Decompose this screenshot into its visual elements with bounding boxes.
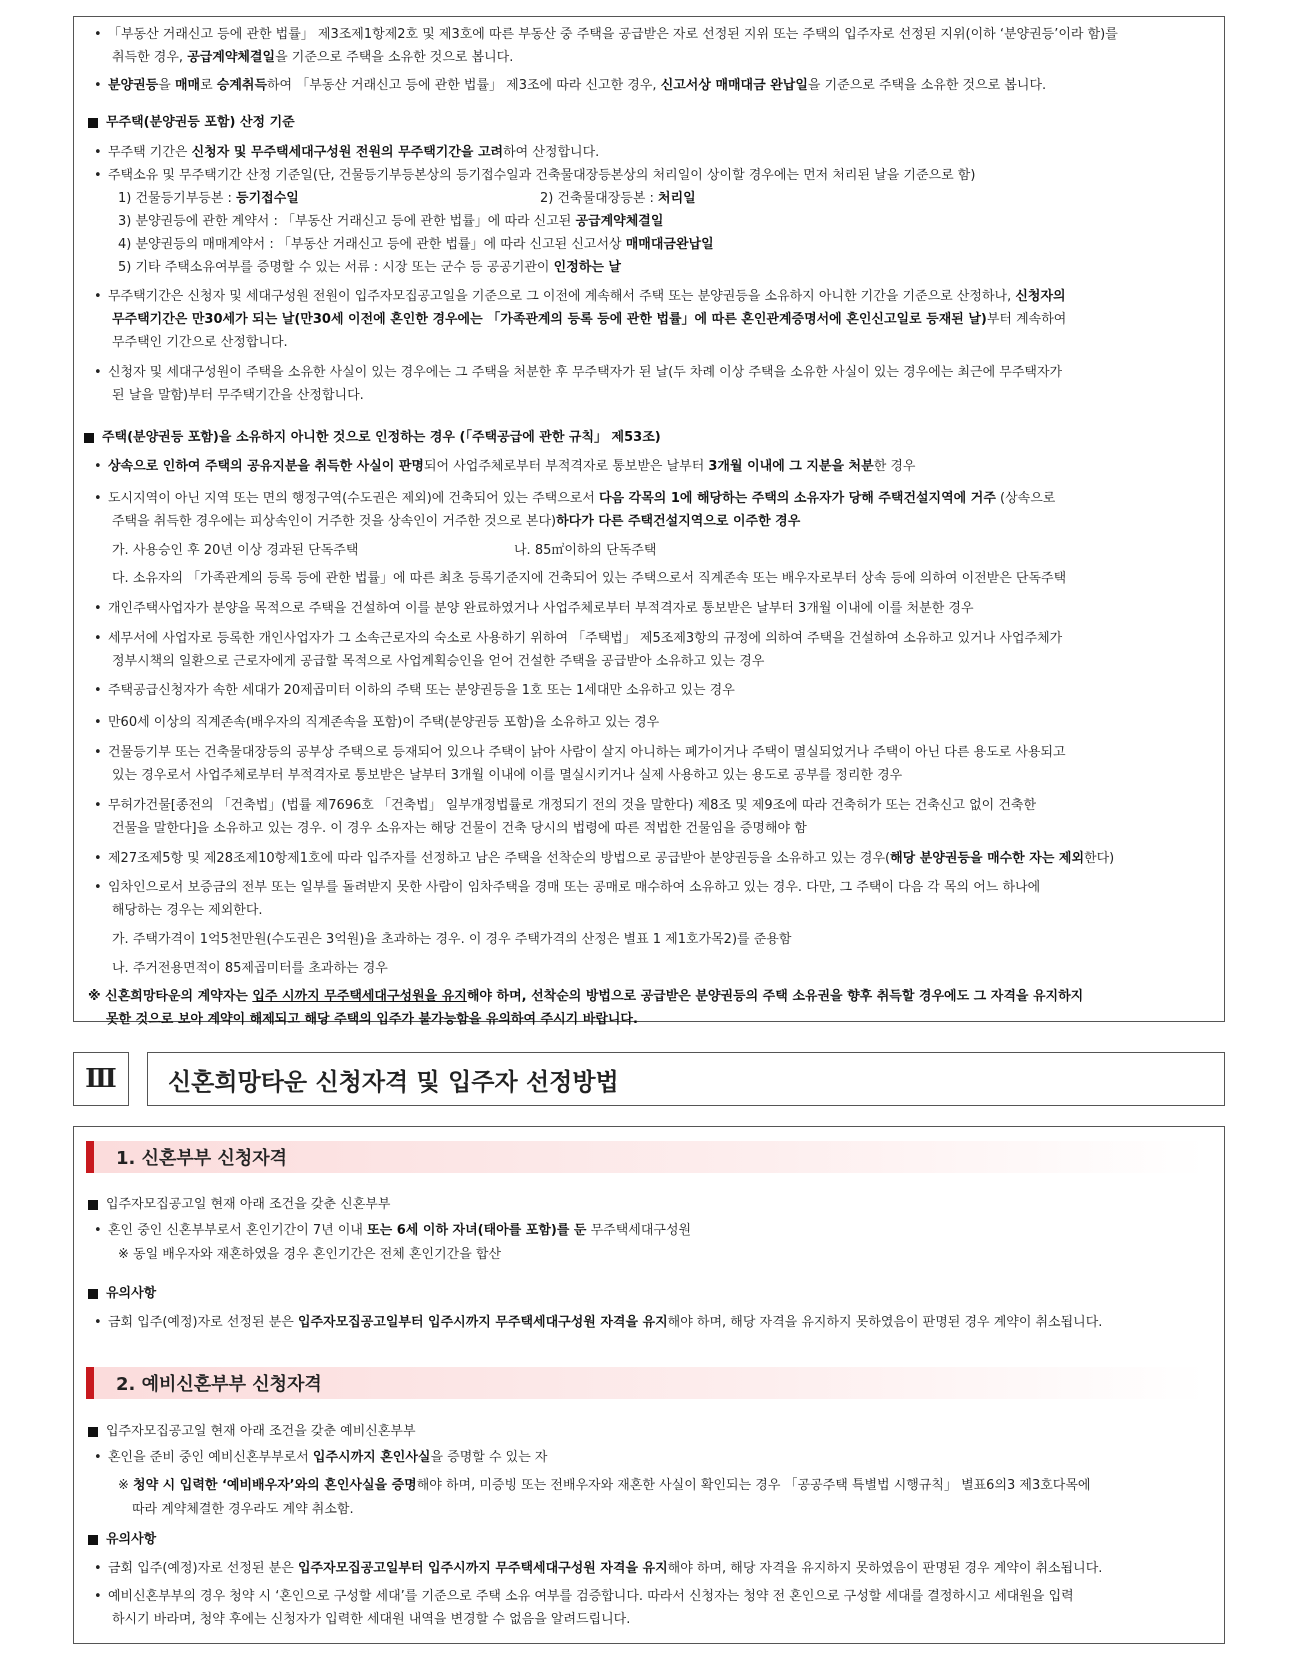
text-run: ※ 동일 배우자와 재혼하였을 경우 혼인기간은 전체 혼인기간을 합산 xyxy=(118,1247,502,1262)
square-bullet-icon xyxy=(88,1427,98,1437)
text-run: 무주택인 기간으로 산정합니다. xyxy=(112,335,288,350)
bullet-icon: • xyxy=(94,631,102,646)
bullet-icon: • xyxy=(94,145,102,160)
line-text xyxy=(112,386,364,406)
bold-text: 공급계약체결일 xyxy=(575,214,664,229)
line-text xyxy=(108,287,1066,307)
bullet-icon: • xyxy=(94,1589,102,1604)
line-text xyxy=(108,796,1036,816)
text-run: 정부시책의 일환으로 근로자에게 공급할 목적으로 사업계획승인을 얻어 건설한 주택을 공급받아 소유하고 있는 경우 xyxy=(112,654,765,669)
bullet-icon: • xyxy=(94,1561,102,1576)
bullet-icon: • xyxy=(94,1450,102,1465)
text-run: 개인주택사업자가 분양을 목적으로 주택을 건설하여 이를 분양 완료하였거나 사업주체로부터 부적격자로 통보받은 날부터 3개월 이내에 이를 처분한 경우 xyxy=(108,601,974,616)
text-run: 3) 분양권등에 관한 계약서 : 「부동산 거래신고 등에 관한 법률」에 따라 신고된 xyxy=(118,214,576,229)
bold-text: 3개월 이내에 그 지분을 처분 xyxy=(708,459,874,474)
bold-text: 입주자모집공고일부터 입주시까지 무주택세대구성원 자격을 유지 xyxy=(297,1561,668,1576)
bold-text: 주택(분양권등 포함)을 소유하지 아니한 것으로 인정하는 경우 (「주택공급에 관한 규칙」 제53조) xyxy=(102,430,661,445)
line-text xyxy=(108,681,735,701)
bold-text: 또는 6세 이하 자녀(태아를 포함)를 둔 xyxy=(367,1223,587,1238)
text-run: 따라 계약체결한 경우라도 계약 취소함. xyxy=(132,1502,354,1517)
bold-text: 입주자모집공고일부터 입주시까지 무주택세대구성원 자격을 유지 xyxy=(297,1315,668,1330)
line-text xyxy=(108,1559,1102,1579)
ownership-criteria-box xyxy=(73,16,1225,1027)
line-text xyxy=(108,166,975,186)
bold-text: 하다가 다른 주택건설지역으로 이주한 경우 xyxy=(556,514,801,529)
bullet-icon: • xyxy=(94,78,102,93)
bold-text: 입주시까지 혼인사실 xyxy=(312,1450,431,1465)
line-text xyxy=(118,258,621,278)
line-text xyxy=(108,849,1114,869)
bullet-icon: • xyxy=(94,289,102,304)
line-text xyxy=(118,235,714,255)
line-text xyxy=(88,987,1083,1007)
text-run: 있는 경우로서 사업주체로부터 부적격자로 통보받은 날부터 3개월 이내에 이를 멸실시키거나 실제 사용하고 있는 용도로 공부를 정리한 경우 xyxy=(112,768,903,783)
eligibility-box xyxy=(73,1126,1225,1644)
line-text xyxy=(112,1610,630,1630)
text-run: (상속으로 xyxy=(995,491,1056,506)
line-text xyxy=(108,743,1066,763)
text-run: 5) 기타 주택소유여부를 증명할 수 있는 서류 : 시장 또는 군수 등 공공기관이 xyxy=(118,260,554,275)
text-run: 해야 하며, 해당 자격을 유지하지 못하였음이 판명된 경우 계약이 취소됩니다. xyxy=(667,1561,1103,1576)
text-run: 금회 입주(예정)자로 선정된 분은 xyxy=(108,1561,298,1576)
line-text xyxy=(108,1313,1102,1333)
bullet-icon: • xyxy=(94,601,102,616)
line-text xyxy=(108,489,1055,509)
line-text xyxy=(108,1448,547,1468)
line-text xyxy=(118,1245,501,1265)
text-run: 혼인 중인 신혼부부로서 혼인기간이 7년 이내 xyxy=(108,1223,368,1238)
text-run: 된 날을 말함)부터 무주택기간을 산정합니다. xyxy=(112,388,364,403)
line-text xyxy=(108,629,1062,649)
text-run: 도시지역이 아닌 지역 또는 면의 행정구역(수도권은 제외)에 건축되어 있는 주택으로서 xyxy=(108,491,599,506)
bold-text: 신청자 및 무주택세대구성원 전원의 무주택기간을 고려 xyxy=(191,145,504,160)
line-text xyxy=(112,310,1066,330)
bullet-icon: • xyxy=(94,798,102,813)
line-text xyxy=(112,333,288,353)
line-text xyxy=(132,1500,354,1520)
bold-text: 무주택기간은 만30세가 되는 날(만30세 이전에 혼인한 경우에는 「가족관계의 등록 등에 관한 법률」에 따른 혼인관계증명서에 혼인신고일로 등재된 날) xyxy=(112,312,987,327)
line-text xyxy=(106,1195,390,1215)
text-run: 나. 주거전용면적이 85제곱미터를 초과하는 경우 xyxy=(112,961,388,976)
line-text xyxy=(102,428,661,448)
bold-text: 처리일 xyxy=(658,191,696,206)
bullet-icon: • xyxy=(94,1315,102,1330)
text-run: 다. 소유자의 「가족관계의 등록 등에 관한 법률」에 따른 최초 등록기준지에 건축되어 있는 주택으로서 직계존속 또는 배우자로부터 상속 등에 의하여 이전받은 단독주택 xyxy=(112,571,1067,586)
line-text xyxy=(112,541,358,561)
bold-text: 인정하는 날 xyxy=(553,260,621,275)
text-run: 로 xyxy=(200,78,217,93)
bold-text: 신청자의 xyxy=(1015,289,1066,304)
square-bullet-icon xyxy=(88,1200,98,1210)
line-text xyxy=(118,189,299,209)
line-text xyxy=(112,512,800,532)
text-run: 혼인을 준비 중인 예비신혼부부로서 xyxy=(108,1450,313,1465)
bullet-icon: • xyxy=(94,365,102,380)
text-run: 제27조제5항 및 제28조제10항제1호에 따라 입주자를 선정하고 남은 주택을 선착순의 방법으로 공급받아 분양권등을 소유하고 있는 경우( xyxy=(108,851,891,866)
text-run: 을 증명할 수 있는 자 xyxy=(430,1450,548,1465)
text-run: 건물등기부 또는 건축물대장등의 공부상 주택으로 등재되어 있으나 주택이 낡아 사람이 살지 아니하는 폐가이거나 주택이 멸실되었거나 주택이 아닌 다른 용도로 사용되고 xyxy=(108,745,1066,760)
bullet-icon: • xyxy=(94,851,102,866)
line-text xyxy=(108,76,1046,96)
line-text xyxy=(118,1476,1090,1496)
bold-text: 공급계약체결일 xyxy=(187,50,276,65)
text-run: 가. 사용승인 후 20년 이상 경과된 단독주택 xyxy=(112,543,359,558)
bullet-icon: • xyxy=(94,745,102,760)
line-text xyxy=(106,1284,156,1304)
text-run: 주택을 취득한 경우에는 피상속인이 거주한 것을 상속인이 거주한 것으로 본다) xyxy=(112,514,557,529)
text-run: 1) 건물등기부등본 : xyxy=(118,191,237,206)
text-run: 해야 하며, 해당 자격을 유지하지 못하였음이 판명된 경우 계약이 취소됩니다. xyxy=(667,1315,1103,1330)
bold-text: 청약 시 입력한 ‘예비배우자’와의 혼인사실을 증명 xyxy=(133,1478,417,1493)
bold-text: 유의사항 xyxy=(106,1532,157,1547)
text-run: 한다) xyxy=(1084,851,1115,866)
line-text xyxy=(112,930,791,950)
bullet-icon: • xyxy=(94,168,102,183)
section-title: 신혼희망타운 신청자격 및 입주자 선정방법 xyxy=(147,1052,1225,1106)
bold-text: 해당 분양권등을 매수한 자는 제외 xyxy=(890,851,1085,866)
bold-text: 승계취득 xyxy=(216,78,267,93)
bold-text: 다음 각목의 1에 해당하는 주택의 소유자가 당해 주택건설지역에 거주 xyxy=(599,491,996,506)
square-bullet-icon xyxy=(88,1289,98,1299)
line-text xyxy=(106,1530,156,1550)
bullet-icon: • xyxy=(94,880,102,895)
square-bullet-icon xyxy=(88,118,98,128)
line-text xyxy=(108,363,1062,383)
line-text xyxy=(108,599,974,619)
line-text xyxy=(106,1010,638,1030)
text-run: 무주택 기간은 xyxy=(108,145,192,160)
line-text xyxy=(112,959,388,979)
bold-text: 등기접수일 xyxy=(236,191,299,206)
bold-text: 입주 시까지 무주택세대구성원을 유지 xyxy=(252,989,467,1004)
bold-text: 분양권등 xyxy=(108,78,159,93)
line-text xyxy=(112,569,1066,589)
line-text xyxy=(112,652,764,672)
bold-text: 매매대금완납일 xyxy=(625,237,714,252)
text-run: 무주택기간은 신청자 및 세대구성원 전원이 입주자모집공고일을 기준으로 그 이전에 계속해서 주택 또는 분양권등을 소유하지 아니한 기간을 기준으로 산정하나, xyxy=(108,289,1016,304)
bold-text: 매매 xyxy=(174,78,201,93)
bullet-icon: • xyxy=(94,27,102,42)
line-text xyxy=(112,766,902,786)
text-run: 취득한 경우, xyxy=(112,50,188,65)
text-run: 하여 「부동산 거래신고 등에 관한 법률」 제3조에 따라 신고한 경우, xyxy=(267,78,661,93)
text-run: 주택공급신청자가 속한 세대가 20제곱미터 이하의 주택 또는 분양권등을 1호 또는 1세대만 소유하고 있는 경우 xyxy=(108,683,735,698)
line-text xyxy=(540,189,696,209)
bold-text: 못한 것으로 보아 계약이 해제되고 해당 주택의 입주가 불가능함을 유의하여 주시기 바랍니다. xyxy=(106,1012,638,1027)
text-run: 해야 하며, 미증빙 또는 전배우자와 재혼한 사실이 확인되는 경우 「공공주택 특별법 시행규칙」 별표6의3 제3호다목에 xyxy=(416,1478,1091,1493)
line-text xyxy=(112,48,513,68)
text-run: 부터 계속하여 xyxy=(986,312,1067,327)
subheading-newlyweds: 1. 신혼부부 신청자격 xyxy=(86,1141,1206,1173)
text-run: 나. 85㎡이하의 단독주택 xyxy=(514,543,657,558)
line-text xyxy=(108,1221,691,1241)
line-text xyxy=(112,819,807,839)
line-text xyxy=(514,541,656,561)
text-run: 입주자모집공고일 현재 아래 조건을 갖춘 예비신혼부부 xyxy=(106,1424,416,1439)
text-run: 하시기 바라며, 청약 후에는 신청자가 입력한 세대원 내역을 변경할 수 없음을 알려드립니다. xyxy=(112,1612,631,1627)
text-run: 을 xyxy=(158,78,175,93)
bullet-icon: • xyxy=(94,459,102,474)
text-run: 세무서에 사업자로 등록한 개인사업자가 그 소속근로자의 숙소로 사용하기 위하여 「주택법」 제5조제3항의 규정에 의하여 주택을 건설하여 소유하고 있거나 사업주체가 xyxy=(108,631,1063,646)
text-run: 무허가건물[종전의 「건축법」(법률 제7696호 「건축법」 일부개정법률로 개정되기 전의 것을 말한다) 제8조 및 제9조에 따라 건축허가 또는 건축신고 없이 건축한 xyxy=(108,798,1037,813)
line-text xyxy=(118,212,663,232)
text-run: 신청자 및 세대구성원이 주택을 소유한 사실이 있는 경우에는 그 주택을 처분한 후 무주택자가 된 날(두 차례 이상 주택을 소유한 사실이 있는 경우에는 최근에 무주택자가 xyxy=(108,365,1063,380)
square-bullet-icon xyxy=(84,433,94,443)
text-run: 해당하는 경우는 제외한다. xyxy=(112,903,263,918)
line-text xyxy=(112,901,263,921)
square-bullet-icon xyxy=(88,1535,98,1545)
bold-text: 신고서상 매매대금 완납일 xyxy=(660,78,808,93)
bold-text: ※ 신혼희망타운의 계약자는 xyxy=(88,989,253,1004)
line-text xyxy=(106,1422,416,1442)
text-run: 을 기준으로 주택을 소유한 것으로 봅니다. xyxy=(275,50,514,65)
text-run: 입주자모집공고일 현재 아래 조건을 갖춘 신혼부부 xyxy=(106,1197,391,1212)
text-run: ※ xyxy=(118,1478,134,1493)
text-run: 예비신혼부부의 경우 청약 시 ‘혼인으로 구성할 세대’를 기준으로 주택 소유 여부를 검증합니다. 따라서 신청자는 청약 전 혼인으로 구성할 세대를 결정하시고 세대원을 입력 xyxy=(108,1589,1074,1604)
bullet-icon: • xyxy=(94,683,102,698)
text-run: 2) 건축물대장등본 : xyxy=(540,191,659,206)
bullet-icon: • xyxy=(94,491,102,506)
text-run: 「부동산 거래신고 등에 관한 법률」 제3조제1항제2호 및 제3호에 따른 부동산 중 주택을 공급받은 자로 선정된 지위 또는 주택의 입주자로 선정된 지위(이하 ‘분양권등’이라 함)를 xyxy=(108,27,1118,42)
text-run: 되어 사업주체로부터 부적격자로 통보받은 날부터 xyxy=(424,459,709,474)
line-text xyxy=(108,713,659,733)
text-run: 만60세 이상의 직계존속(배우자의 직계존속을 포함)이 주택(분양권등 포함)을 소유하고 있는 경우 xyxy=(108,715,660,730)
line-text xyxy=(108,25,1118,45)
text-run: 하여 산정합니다. xyxy=(503,145,600,160)
section-number: Ⅲ xyxy=(73,1052,129,1106)
line-text xyxy=(108,878,1040,898)
bold-text: 해야 하며, 선착순의 방법으로 공급받은 분양권등의 주택 소유권을 향후 취득할 경우에도 그 자격을 유지하지 xyxy=(466,989,1084,1004)
bullet-icon: • xyxy=(94,1223,102,1238)
text-run: 한 경우 xyxy=(873,459,916,474)
subheading-prospective-newlyweds: 2. 예비신혼부부 신청자격 xyxy=(86,1367,1206,1399)
line-text xyxy=(108,143,599,163)
line-text xyxy=(108,1587,1074,1607)
text-run: 을 기준으로 주택을 소유한 것으로 봅니다. xyxy=(807,78,1047,93)
section-header xyxy=(73,1052,1225,1108)
text-run: 임차인으로서 보증금의 전부 또는 일부를 돌려받지 못한 사람이 임차주택을 경매 또는 공매로 매수하여 소유하고 있는 경우. 다만, 그 주택이 다음 각 목의 어느 하나에 xyxy=(108,880,1041,895)
text-run: 가. 주택가격이 1억5천만원(수도권은 3억원)을 초과하는 경우. 이 경우 주택가격의 산정은 별표 1 제1호가목2)를 준용함 xyxy=(112,932,792,947)
line-text xyxy=(108,457,916,477)
line-text xyxy=(106,113,295,133)
text-run: 주택소유 및 무주택기간 산정 기준일(단, 건물등기부등본상의 등기접수일과 건축물대장등본상의 처리일이 상이할 경우에는 먼저 처리된 날을 기준으로 함) xyxy=(108,168,976,183)
bullet-icon: • xyxy=(94,715,102,730)
bold-text: 상속으로 인하여 주택의 공유지분을 취득한 사실이 판명 xyxy=(108,459,424,474)
text-run: 4) 분양권등의 매매계약서 : 「부동산 거래신고 등에 관한 법률」에 따라 신고된 신고서상 xyxy=(118,237,626,252)
text-run: 금회 입주(예정)자로 선정된 분은 xyxy=(108,1315,298,1330)
bold-text: 무주택(분양권등 포함) 산정 기준 xyxy=(106,115,295,130)
text-run: 건물을 말한다]을 소유하고 있는 경우. 이 경우 소유자는 해당 건물이 건축 당시의 법령에 따른 적법한 건물임을 증명해야 함 xyxy=(112,821,807,836)
text-run: 무주택세대구성원 xyxy=(586,1223,692,1238)
bold-text: 유의사항 xyxy=(106,1286,157,1301)
